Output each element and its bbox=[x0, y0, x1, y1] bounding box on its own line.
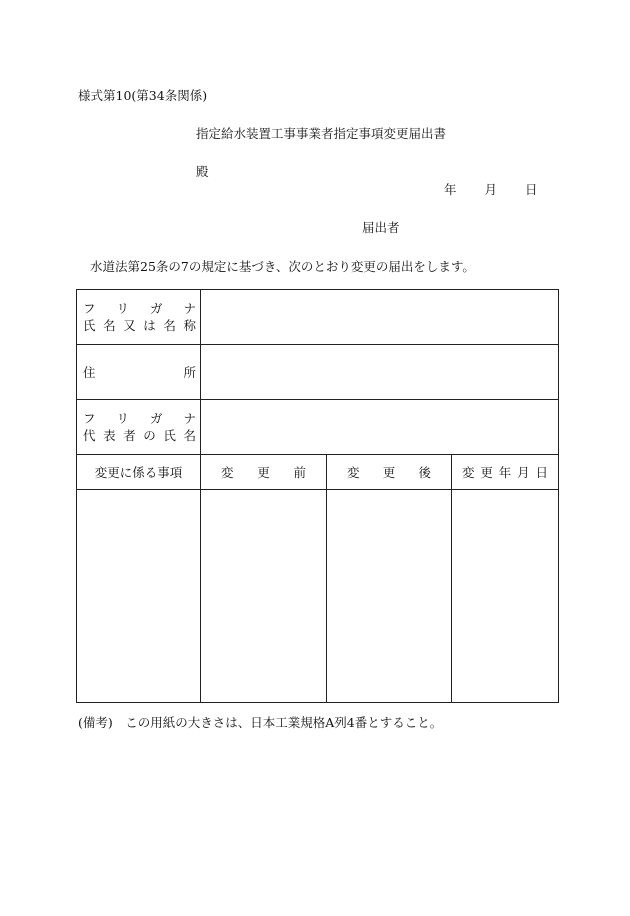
date-month: 月 bbox=[484, 182, 498, 197]
notification-table bbox=[76, 289, 559, 703]
preamble-text: 水道法第25条の7の規定に基づき、次のとおり変更の届出をします。 bbox=[90, 259, 475, 274]
column-header-item: 変更に係る事項 bbox=[77, 455, 201, 490]
representative-furigana-label: フ リ ガ ナ bbox=[83, 411, 196, 426]
name-label-cell bbox=[77, 290, 201, 345]
name-input-cell[interactable] bbox=[201, 290, 559, 345]
document-title: 指定給水装置工事事業者指定事項変更届出書 bbox=[196, 126, 447, 141]
change-item-cell[interactable] bbox=[77, 490, 201, 703]
after-change-cell[interactable] bbox=[327, 490, 452, 703]
change-date-cell[interactable] bbox=[452, 490, 559, 703]
column-header-after: 変 更 後 bbox=[327, 455, 452, 490]
date-year: 年 bbox=[444, 182, 457, 197]
representative-label-cell bbox=[77, 400, 201, 455]
name-furigana-label: フ リ ガ ナ bbox=[83, 301, 196, 316]
date-day: 日 bbox=[525, 182, 538, 197]
addressee-suffix: 殿 bbox=[196, 164, 209, 179]
representative-input-cell[interactable] bbox=[201, 400, 559, 455]
before-change-cell[interactable] bbox=[201, 490, 327, 703]
form-number: 様式第10(第34条関係) bbox=[78, 88, 208, 103]
representative-label: 代 表 者 の 氏 名 bbox=[83, 428, 196, 443]
address-label: 住 所 bbox=[83, 364, 196, 380]
date-line bbox=[444, 180, 538, 198]
address-input-cell[interactable] bbox=[201, 345, 559, 400]
remarks-note: (備考) この用紙の大きさは、日本工業規格A列4番とすること。 bbox=[78, 715, 443, 730]
notifier-label: 届出者 bbox=[362, 220, 400, 235]
column-header-date: 変 更 年 月 日 bbox=[452, 455, 559, 490]
address-label-cell bbox=[77, 345, 201, 400]
name-label: 氏 名 又 は 名 称 bbox=[83, 318, 196, 333]
column-header-before: 変 更 前 bbox=[201, 455, 327, 490]
